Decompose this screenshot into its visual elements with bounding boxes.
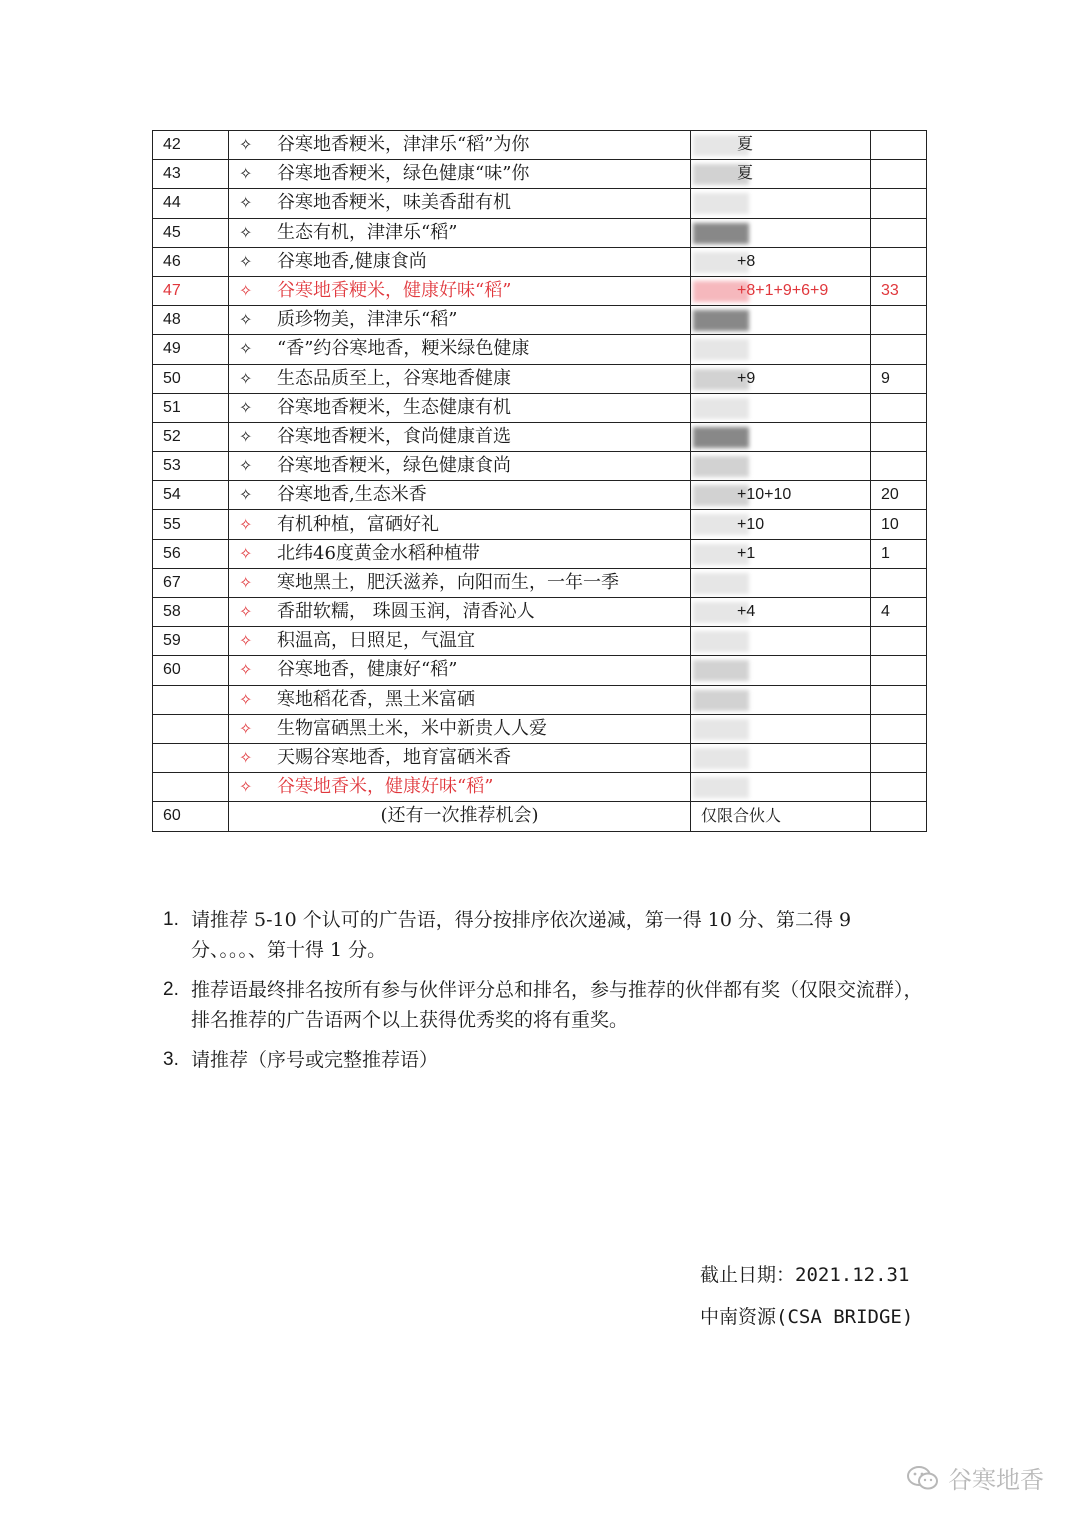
name-cell xyxy=(691,481,871,510)
name-text xyxy=(701,632,737,649)
slogan-text: 谷寒地香粳米，生态健康有机 xyxy=(277,396,511,418)
slogan-cell: (还有一次推荐机会) xyxy=(229,802,691,831)
score-cell xyxy=(871,743,927,772)
table-row xyxy=(153,743,927,772)
name-text xyxy=(701,224,737,241)
name-text xyxy=(701,778,737,795)
deadline: 截止日期：2021.12.31 xyxy=(700,1264,910,1286)
row-number: 60 xyxy=(153,656,229,685)
name-text: 夏 xyxy=(737,136,754,154)
row-number: 56 xyxy=(153,539,229,568)
table-row xyxy=(153,218,927,247)
table-row xyxy=(153,393,927,422)
table-row xyxy=(153,714,927,743)
star-icon: ✧ xyxy=(239,718,253,738)
row-number: 49 xyxy=(153,335,229,364)
table-row xyxy=(153,685,927,714)
slogan-cell xyxy=(229,335,691,364)
score-cell xyxy=(871,627,927,656)
slogan-cell xyxy=(229,510,691,539)
row-number: 43 xyxy=(153,160,229,189)
row-number: 59 xyxy=(153,627,229,656)
score-cell xyxy=(871,393,927,422)
score-cell xyxy=(871,247,927,276)
name-cell xyxy=(691,714,871,743)
note-text: 请推荐 5-10 个认可的广告语，得分按排序依次递减，第一得 10 分、第二得 9 分、。。。、第十得 1 分。 xyxy=(191,909,852,961)
slogan-cell xyxy=(229,422,691,451)
note-text: 推荐语最终排名按所有参与伙伴评分总和排名，参与推荐的伙伴都有奖（仅限交流群），排名推荐的广告语两个以上获得优秀奖的将有重奖。 xyxy=(191,979,923,1031)
table-row xyxy=(153,510,927,539)
name-cell xyxy=(691,656,871,685)
score-cell xyxy=(871,656,927,685)
name-text xyxy=(701,720,737,737)
name-cell xyxy=(691,685,871,714)
name-text xyxy=(701,661,737,678)
score-cell xyxy=(871,802,927,831)
name-cell xyxy=(691,276,871,305)
table-row xyxy=(153,335,927,364)
slogan-text: 谷寒地香米，健康好味“稻” xyxy=(277,776,494,798)
slogan-cell xyxy=(229,743,691,772)
score-cell xyxy=(871,773,927,802)
star-icon: ✧ xyxy=(239,543,253,563)
star-icon: ✧ xyxy=(239,748,253,768)
slogan-cell xyxy=(229,276,691,305)
name-text: +1 xyxy=(737,544,756,562)
slogan-text: 天赐谷寒地香，地育富硒米香 xyxy=(277,747,511,769)
table-row xyxy=(153,422,927,451)
slogan-cell xyxy=(229,160,691,189)
slogan-text: 质珍物美，津津乐“稻” xyxy=(277,309,458,331)
slogan-cell xyxy=(229,568,691,597)
name-cell xyxy=(691,189,871,218)
slogan-table xyxy=(152,130,927,832)
table-row xyxy=(153,773,927,802)
slogan-text: 谷寒地香,健康食尚 xyxy=(277,250,427,272)
score-cell: 20 xyxy=(871,481,927,510)
name-cell xyxy=(691,131,871,160)
slogan-cell xyxy=(229,306,691,335)
row-number xyxy=(153,714,229,743)
star-icon: ✧ xyxy=(239,777,253,797)
slogan-text: 积温高，日照足，气温宜 xyxy=(277,630,475,652)
slogan-text: 寒地稻花香，黑土米富硒 xyxy=(277,688,475,710)
row-number: 58 xyxy=(153,598,229,627)
row-number: 51 xyxy=(153,393,229,422)
watermark-text: 谷寒地香 xyxy=(948,1466,1044,1494)
slogan-text: 香甜软糯， 珠圆玉润，清香沁人 xyxy=(277,601,535,623)
row-number: 52 xyxy=(153,422,229,451)
slogan-text: 谷寒地香粳米，健康好味“稻” xyxy=(277,280,512,302)
name-text: +8 xyxy=(737,252,756,270)
row-number: 67 xyxy=(153,568,229,597)
row-number: 46 xyxy=(153,247,229,276)
score-cell xyxy=(871,131,927,160)
score-cell xyxy=(871,452,927,481)
star-icon: ✧ xyxy=(239,281,253,301)
row-number: 47 xyxy=(153,276,229,305)
score-cell xyxy=(871,218,927,247)
name-text: +10+10 xyxy=(737,486,792,504)
name-cell xyxy=(691,510,871,539)
name-cell xyxy=(691,422,871,451)
name-cell xyxy=(691,160,871,189)
slogan-text: 生物富硒黑土米，米中新贵人人爱 xyxy=(277,717,547,739)
name-text xyxy=(701,457,737,474)
table-row xyxy=(153,568,927,597)
slogan-text: 生态有机，津津乐“稻” xyxy=(277,221,458,243)
note-number: 1. xyxy=(163,909,179,930)
row-number: 53 xyxy=(153,452,229,481)
row-number: 48 xyxy=(153,306,229,335)
star-icon: ✧ xyxy=(239,660,253,680)
slogan-cell xyxy=(229,539,691,568)
star-icon: ✧ xyxy=(239,135,253,155)
row-number: 44 xyxy=(153,189,229,218)
star-icon: ✧ xyxy=(239,193,253,213)
star-icon: ✧ xyxy=(239,514,253,534)
name-text xyxy=(701,691,737,708)
row-number: 60 xyxy=(153,802,229,831)
slogan-cell xyxy=(229,656,691,685)
slogan-text: 谷寒地香粳米，味美香甜有机 xyxy=(277,192,511,214)
name-cell xyxy=(691,393,871,422)
name-cell xyxy=(691,452,871,481)
name-cell xyxy=(691,743,871,772)
star-icon: ✧ xyxy=(239,602,253,622)
name-text xyxy=(701,340,737,357)
row-number: 54 xyxy=(153,481,229,510)
score-cell: 33 xyxy=(871,276,927,305)
slogan-cell xyxy=(229,627,691,656)
note-2 xyxy=(163,975,923,1035)
slogan-cell xyxy=(229,189,691,218)
note-3 xyxy=(163,1045,923,1075)
slogan-cell xyxy=(229,452,691,481)
slogan-cell xyxy=(229,393,691,422)
score-cell xyxy=(871,160,927,189)
table-row xyxy=(153,189,927,218)
slogan-cell xyxy=(229,218,691,247)
star-icon: ✧ xyxy=(239,456,253,476)
slogan-text: 谷寒地香,生态米香 xyxy=(277,484,427,506)
name-text: +9 xyxy=(737,369,756,387)
name-cell xyxy=(691,364,871,393)
table-row xyxy=(153,598,927,627)
instructions xyxy=(163,905,923,1085)
table-row xyxy=(153,481,927,510)
name-text xyxy=(701,311,737,328)
table-row xyxy=(153,276,927,305)
score-cell xyxy=(871,685,927,714)
star-icon: ✧ xyxy=(239,689,253,709)
score-cell xyxy=(871,335,927,364)
name-cell xyxy=(691,598,871,627)
star-icon: ✧ xyxy=(239,572,253,592)
row-number: 45 xyxy=(153,218,229,247)
score-cell: 9 xyxy=(871,364,927,393)
name-cell xyxy=(691,627,871,656)
score-cell: 4 xyxy=(871,598,927,627)
star-icon: ✧ xyxy=(239,164,253,184)
star-icon: ✧ xyxy=(239,310,253,330)
slogan-text: 谷寒地香粳米，绿色健康食尚 xyxy=(277,455,511,477)
row-number xyxy=(153,685,229,714)
score-cell: 1 xyxy=(871,539,927,568)
row-number xyxy=(153,773,229,802)
name-cell xyxy=(691,335,871,364)
name-cell xyxy=(691,247,871,276)
name-text: +8+1+9+6+9 xyxy=(737,282,829,300)
name-text xyxy=(701,428,737,445)
table-row xyxy=(153,656,927,685)
name-cell xyxy=(691,218,871,247)
wechat-icon xyxy=(906,1464,940,1492)
slogan-text: 谷寒地香粳米，食尚健康首选 xyxy=(277,425,511,447)
slogan-text: 谷寒地香粳米，绿色健康“味”你 xyxy=(277,163,530,185)
slogan-cell xyxy=(229,481,691,510)
slogan-text: 有机种植，富硒好礼 xyxy=(277,513,439,535)
note-number: 3. xyxy=(163,1049,179,1070)
name-text xyxy=(701,194,737,211)
note-number: 2. xyxy=(163,979,179,1000)
slogan-cell xyxy=(229,131,691,160)
score-cell: 10 xyxy=(871,510,927,539)
slogan-cell xyxy=(229,364,691,393)
name-text xyxy=(701,574,737,591)
name-cell xyxy=(691,773,871,802)
star-icon: ✧ xyxy=(239,368,253,388)
table-row xyxy=(153,627,927,656)
name-cell: 仅限合伙人 xyxy=(691,802,871,831)
slogan-text: 生态品质至上，谷寒地香健康 xyxy=(277,367,511,389)
slogan-cell xyxy=(229,773,691,802)
score-cell xyxy=(871,714,927,743)
row-number: 50 xyxy=(153,364,229,393)
star-icon: ✧ xyxy=(239,426,253,446)
slogan-text: 谷寒地香，健康好“稻” xyxy=(277,659,458,681)
star-icon: ✧ xyxy=(239,397,253,417)
score-cell xyxy=(871,568,927,597)
note-text: 请推荐（序号或完整推荐语） xyxy=(191,1049,439,1071)
score-cell xyxy=(871,422,927,451)
name-text xyxy=(701,749,737,766)
score-cell xyxy=(871,189,927,218)
table-row xyxy=(153,131,927,160)
table-row xyxy=(153,539,927,568)
slogan-cell xyxy=(229,685,691,714)
name-text: +10 xyxy=(737,515,765,533)
star-icon: ✧ xyxy=(239,222,253,242)
slogan-cell xyxy=(229,247,691,276)
table-row xyxy=(153,306,927,335)
row-number: 55 xyxy=(153,510,229,539)
name-text xyxy=(701,399,737,416)
slogan-text: 北纬46度黄金水稻种植带 xyxy=(277,542,480,564)
star-icon: ✧ xyxy=(239,251,253,271)
star-icon: ✧ xyxy=(239,631,253,651)
score-cell xyxy=(871,306,927,335)
row-number xyxy=(153,743,229,772)
note-1 xyxy=(163,905,923,965)
watermark xyxy=(906,1460,1044,1495)
name-text: +4 xyxy=(737,603,756,621)
row-number: 42 xyxy=(153,131,229,160)
name-cell xyxy=(691,539,871,568)
name-text: 夏 xyxy=(737,165,754,183)
slogan-text: “香”约谷寒地香，粳米绿色健康 xyxy=(277,338,530,360)
table-row xyxy=(153,364,927,393)
table-row xyxy=(153,160,927,189)
table-row-last xyxy=(153,802,927,831)
slogan-text: 谷寒地香粳米，津津乐“稻”为你 xyxy=(277,134,530,156)
slogan-cell xyxy=(229,714,691,743)
slogan-cell xyxy=(229,598,691,627)
slogan-text: 寒地黑土，肥沃滋养，向阳而生，一年一季 xyxy=(277,571,619,593)
table-row xyxy=(153,452,927,481)
table-row xyxy=(153,247,927,276)
star-icon: ✧ xyxy=(239,485,253,505)
name-cell xyxy=(691,306,871,335)
organization: 中南资源(CSA BRIDGE) xyxy=(700,1306,914,1328)
name-cell xyxy=(691,568,871,597)
star-icon: ✧ xyxy=(239,339,253,359)
